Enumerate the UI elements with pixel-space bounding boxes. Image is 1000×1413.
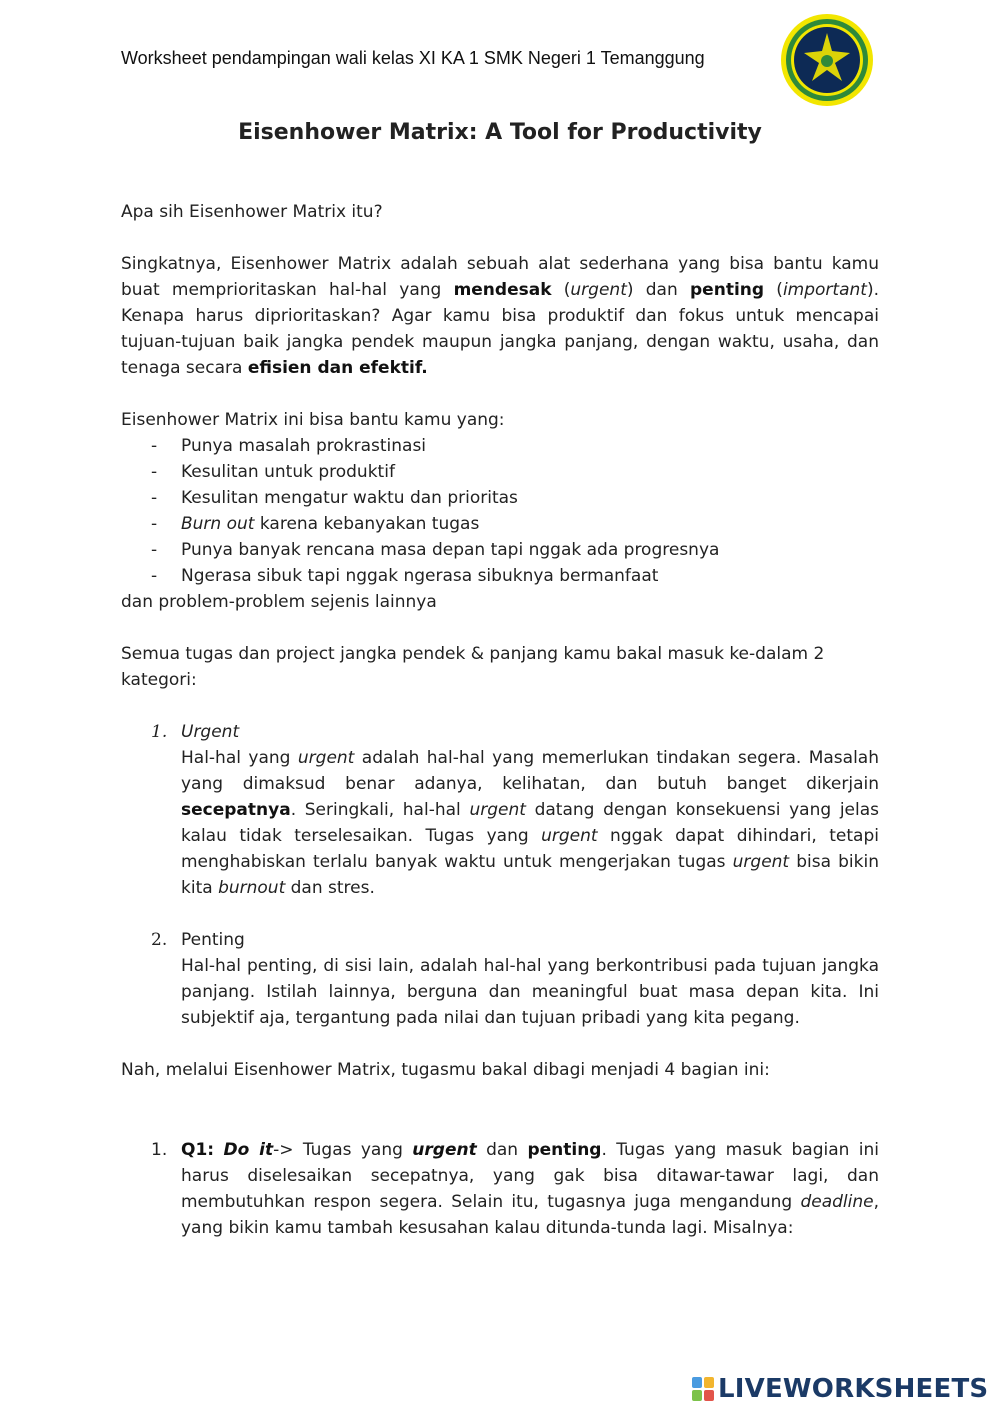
page-title: Eisenhower Matrix: A Tool for Productivity <box>238 120 762 145</box>
footer-brand: LIVEWORKSHEETS <box>718 1374 989 1404</box>
categories-list <box>121 719 879 1031</box>
categories-lead: Semua tugas dan project jangka pendek & panjang kamu bakal masuk ke-dalam 2 kategori: <box>121 644 825 690</box>
school-emblem-icon <box>780 13 874 107</box>
helps-lead: Eisenhower Matrix ini bisa bantu kamu yang: <box>121 410 505 430</box>
matrix-lead: Nah, melalui Eisenhower Matrix, tugasmu bakal dibagi menjadi 4 bagian ini: <box>121 1060 770 1080</box>
helps-list <box>121 433 879 589</box>
header-text: Worksheet pendampingan wali kelas XI KA 1 SMK Negeri 1 Temanggung <box>121 48 705 68</box>
liveworksheets-logo-icon <box>692 1377 714 1401</box>
category-urgent: 1. Urgent Hal-hal yang urgent adalah hal-hal yang memerlukan tindakan segera. Masalah yang dimaksud benar adanya, kelihatan, dan butuh banget dikerjain secepatnya. Seringkali, hal-hal urgent datang dengan konsekuensi yang jelas kalau tidak terselesaikan. Tugas yang urgent nggak dapat dihindari, tetapi menghabiskan terlalu banyak waktu untuk mengerjakan tugas urgent bisa bikin kita burnout dan stres. <box>151 722 880 898</box>
intro-question: Apa sih Eisenhower Matrix itu? <box>121 202 383 222</box>
helps-tail: dan problem-problem sejenis lainnya <box>121 592 437 612</box>
quadrant-q1: 1. Q1: Do it-> Tugas yang urgent dan penting. Tugas yang masuk bagian ini harus diselesaikan secepatnya, yang gak bisa ditawar-tawar lagi, dan membutuhkan respon segera. Selain itu, tugasnya juga mengandung deadline, yang bikin kamu tambah kesusahan kalau ditunda-tunda lagi. Misalnya: <box>151 1140 880 1238</box>
list-item: - Punya banyak rencana masa depan tapi nggak ada progresnya <box>151 540 720 560</box>
list-item: - Ngerasa sibuk tapi nggak ngerasa sibuknya bermanfaat <box>151 566 659 586</box>
list-item: - Burn out karena kebanyakan tugas <box>151 514 480 534</box>
liveworksheets-logo[interactable] <box>692 1374 988 1404</box>
list-item: - Kesulitan mengatur waktu dan prioritas <box>151 488 518 508</box>
list-item: - Kesulitan untuk produktif <box>151 462 395 482</box>
quadrant-list <box>121 1137 879 1241</box>
list-item: - Punya masalah prokrastinasi <box>151 436 427 456</box>
intro-paragraph: Singkatnya, Eisenhower Matrix adalah sebuah alat sederhana yang bisa bantu kamu buat memprioritaskan hal-hal yang mendesak (urgent) dan penting (important). Kenapa harus diprioritaskan? Agar kamu bisa produktif dan fokus untuk mencapai tujuan-tujuan baik jangka pendek maupun jangka panjang, dengan waktu, usaha, dan tenaga secara efisien dan efektif. <box>121 254 879 378</box>
category-penting: 2. Penting Hal-hal penting, di sisi lain, adalah hal-hal yang berkontribusi pada tujuan jangka panjang. Istilah lainnya, berguna dan meaningful buat masa depan kita. Ini subjektif aja, tergantung pada nilai dan tujuan pribadi yang kita pegang. <box>151 930 879 1028</box>
document-body <box>121 199 879 1241</box>
